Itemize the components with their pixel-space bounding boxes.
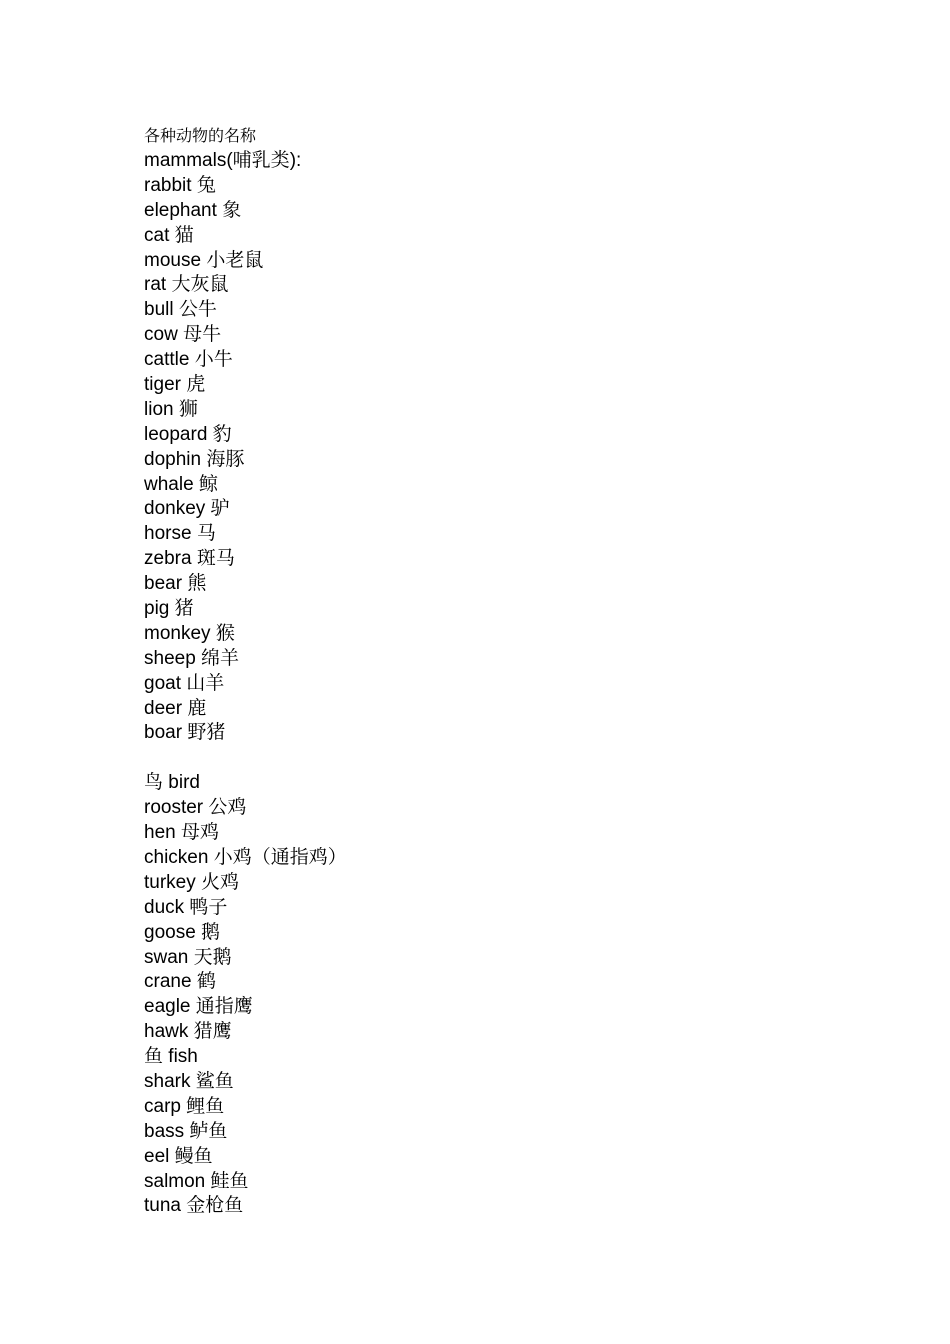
- document-title: 各种动物的名称: [144, 128, 257, 145]
- chinese-word: 鲑鱼: [210, 1170, 249, 1192]
- chinese-word: 猪: [174, 598, 194, 620]
- word-line: [144, 522, 844, 547]
- word-line: [144, 1020, 844, 1045]
- english-word: sheep: [144, 647, 202, 669]
- chinese-word: 大灰鼠: [171, 274, 229, 296]
- chinese-word: 兔: [196, 174, 216, 196]
- chinese-word: 熊: [187, 573, 207, 595]
- word-line: [144, 995, 844, 1020]
- chinese-word: 鲨鱼: [195, 1070, 234, 1092]
- chinese-word: 鸟: [144, 772, 164, 794]
- english-word: rabbit: [144, 174, 197, 196]
- english-word: rat: [144, 274, 172, 296]
- chinese-word: 山羊: [186, 672, 225, 694]
- english-word: eagle: [144, 996, 196, 1018]
- word-line: [144, 597, 844, 622]
- english-word: lion: [144, 398, 179, 420]
- word-line: [144, 672, 844, 697]
- english-word: hawk: [144, 1021, 194, 1043]
- word-line: [144, 572, 844, 597]
- word-line: [144, 1045, 844, 1070]
- word-line: [144, 423, 844, 448]
- english-word: monkey: [144, 622, 216, 644]
- english-word: zebra: [144, 548, 197, 570]
- chinese-word: 海豚: [206, 448, 245, 470]
- chinese-word: 母牛: [183, 324, 222, 346]
- chinese-word: 野猪: [187, 722, 226, 744]
- word-line: [144, 622, 844, 647]
- english-word: chicken: [144, 846, 214, 868]
- word-line: [144, 199, 844, 224]
- word-line: [144, 1070, 844, 1095]
- chinese-word: 小鸡（通指鸡）: [213, 846, 347, 868]
- chinese-word: 豹: [212, 423, 232, 445]
- word-line: [144, 896, 844, 921]
- chinese-word: 天鹅: [193, 946, 232, 968]
- english-word: goose: [144, 921, 202, 943]
- chinese-word: 鲤鱼: [186, 1095, 225, 1117]
- chinese-word: 虎: [186, 374, 206, 396]
- english-word: mouse: [144, 249, 207, 271]
- blank-line: [144, 746, 844, 771]
- chinese-word: 小牛: [194, 349, 233, 371]
- english-word: dophin: [144, 448, 207, 470]
- word-line: [144, 970, 844, 995]
- word-line: [144, 373, 844, 398]
- chinese-word: 鲸: [198, 473, 218, 495]
- english-word: eel: [144, 1145, 175, 1167]
- chinese-word: 鳗鱼: [174, 1145, 213, 1167]
- chinese-word: 通指鹰: [195, 996, 253, 1018]
- line-suffix: bird: [163, 772, 200, 794]
- word-line: [144, 946, 844, 971]
- english-word: crane: [144, 971, 197, 993]
- line-suffix: ):: [289, 150, 302, 171]
- chinese-word: 鹿: [187, 697, 207, 719]
- word-line: [144, 448, 844, 473]
- english-word: shark: [144, 1070, 196, 1092]
- chinese-word: 猎鹰: [193, 1021, 232, 1043]
- english-word: cat: [144, 224, 175, 246]
- word-line: [144, 149, 844, 174]
- word-line: [144, 323, 844, 348]
- english-word: boar: [144, 722, 188, 744]
- chinese-word: 哺乳类: [232, 150, 290, 171]
- chinese-word: 火鸡: [201, 871, 240, 893]
- document-page: [144, 124, 844, 1219]
- word-line: [144, 224, 844, 249]
- chinese-word: 鲈鱼: [189, 1120, 228, 1142]
- english-word: salmon: [144, 1170, 211, 1192]
- english-word: cow: [144, 324, 184, 346]
- chinese-word: 绵羊: [201, 647, 240, 669]
- english-word: donkey: [144, 498, 211, 520]
- chinese-word: 猴: [215, 622, 235, 644]
- english-word: swan: [144, 946, 194, 968]
- word-line: [144, 921, 844, 946]
- line-suffix: fish: [163, 1046, 198, 1068]
- english-word: pig: [144, 598, 175, 620]
- chinese-word: 马: [196, 523, 216, 545]
- word-line: [144, 348, 844, 373]
- english-word: bull: [144, 299, 179, 321]
- chinese-word: 鹤: [196, 971, 216, 993]
- word-line: [144, 647, 844, 672]
- word-line: [144, 821, 844, 846]
- english-word: horse: [144, 523, 197, 545]
- chinese-word: 鹅: [201, 921, 221, 943]
- chinese-word: 鱼: [144, 1046, 164, 1068]
- english-word: bass: [144, 1120, 190, 1142]
- word-line: [144, 1170, 844, 1195]
- chinese-word: 公鸡: [208, 797, 247, 819]
- english-word: elephant: [144, 199, 223, 221]
- chinese-word: 猫: [174, 224, 194, 246]
- english-word: mammals(: [144, 150, 233, 171]
- english-word: bear: [144, 573, 188, 595]
- word-line: [144, 547, 844, 572]
- word-line: [144, 298, 844, 323]
- english-word: turkey: [144, 871, 202, 893]
- word-line: [144, 174, 844, 199]
- english-word: rooster: [144, 797, 209, 819]
- word-line: [144, 796, 844, 821]
- word-line: [144, 473, 844, 498]
- word-line: [144, 249, 844, 274]
- chinese-word: 鸭子: [189, 896, 228, 918]
- chinese-word: 狮: [178, 398, 198, 420]
- chinese-word: 斑马: [196, 548, 235, 570]
- english-word: hen: [144, 822, 181, 844]
- chinese-word: 驴: [210, 498, 230, 520]
- word-line: [144, 697, 844, 722]
- english-word: tuna: [144, 1195, 187, 1217]
- word-line: [144, 273, 844, 298]
- english-word: leopard: [144, 423, 213, 445]
- word-line: [144, 497, 844, 522]
- english-word: cattle: [144, 349, 195, 371]
- english-word: deer: [144, 697, 188, 719]
- word-line: [144, 398, 844, 423]
- chinese-word: 母鸡: [180, 822, 219, 844]
- chinese-word: 小老鼠: [206, 249, 264, 271]
- word-line: [144, 1120, 844, 1145]
- chinese-word: 公牛: [178, 299, 217, 321]
- english-word: goat: [144, 672, 187, 694]
- chinese-word: 金枪鱼: [186, 1195, 244, 1217]
- chinese-word: 象: [222, 199, 242, 221]
- word-line: [144, 1145, 844, 1170]
- word-line: [144, 721, 844, 746]
- word-line: [144, 771, 844, 796]
- word-line: [144, 846, 844, 871]
- word-list: [144, 149, 844, 1219]
- word-line: [144, 871, 844, 896]
- word-line: [144, 1194, 844, 1219]
- english-word: carp: [144, 1095, 187, 1117]
- english-word: whale: [144, 473, 199, 495]
- word-line: [144, 1095, 844, 1120]
- english-word: tiger: [144, 374, 187, 396]
- english-word: duck: [144, 896, 190, 918]
